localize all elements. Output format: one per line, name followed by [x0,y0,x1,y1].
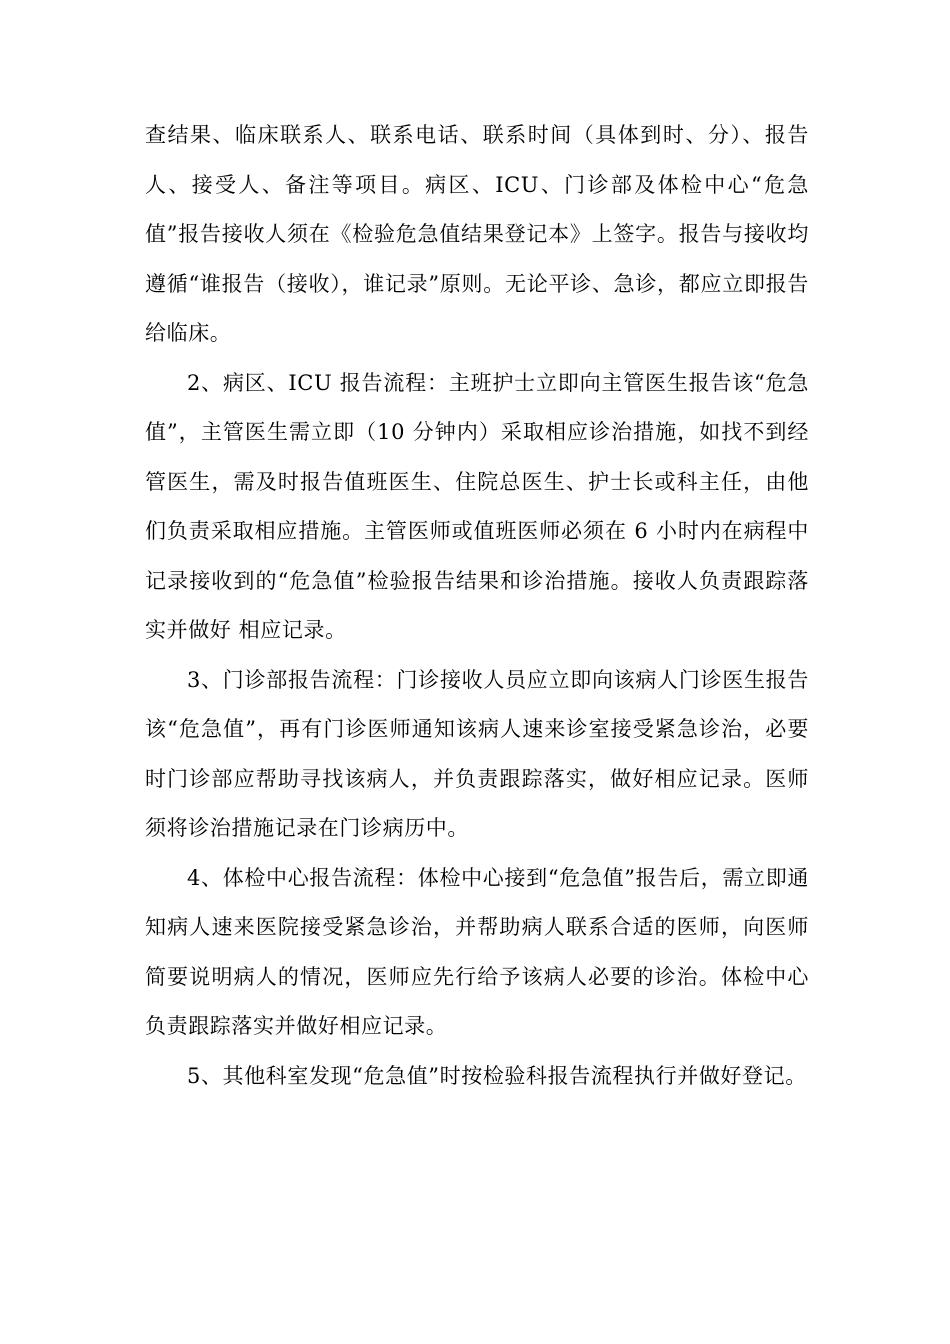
document-body [145,111,809,1101]
paragraph-outpatient-procedure: 3、门诊部报告流程：门诊接收人员应立即向该病人门诊医生报告该“危急值”，再有门诊医师通知该病人速来诊室接受紧急诊治，必要时门诊部应帮助寻找该病人，并负责跟踪落实，做好相应记录。医师须将诊治措施记录在门诊病历中。 [145,667,809,840]
paragraph-continuation: 查结果、临床联系人、联系电话、联系时间（具体到时、分）、报告人、接受人、备注等项目。病区、ICU、门诊部及体检中心“危急值”报告接收人须在《检验危急值结果登记本》上签字。报告与接收均遵循“谁报告（接收），谁记录”原则。无论平诊、急诊，都应立即报告给临床。 [145,123,809,345]
paragraph-other-departments: 5、其他科室发现“危急值”时按检验科报告流程执行并做好登记。 [187,1063,807,1088]
paragraph-checkup-center-procedure: 4、体检中心报告流程：体检中心接到“危急值”报告后，需立即通知病人速来医院接受紧急诊治，并帮助病人联系合适的医师，向医师简要说明病人的情况，医师应先行给予该病人必要的诊治。体检中心负责跟踪落实并做好相应记录。 [145,865,809,1038]
paragraph-ward-icu-procedure: 2、病区、ICU 报告流程：主班护士立即向主管医生报告该“危急值”，主管医生需立即（10 分钟内）采取相应诊治措施，如找不到经管医生，需及时报告值班医生、住院总医生、护士长或科主任，由他们负责采取相应措施。主管医师或值班医师必须在 6 小时内在病程中记录接收到的“危急值”检验报告结果和诊治措施。接收人负责跟踪落实并做好 相应记录。 [145,370,809,642]
